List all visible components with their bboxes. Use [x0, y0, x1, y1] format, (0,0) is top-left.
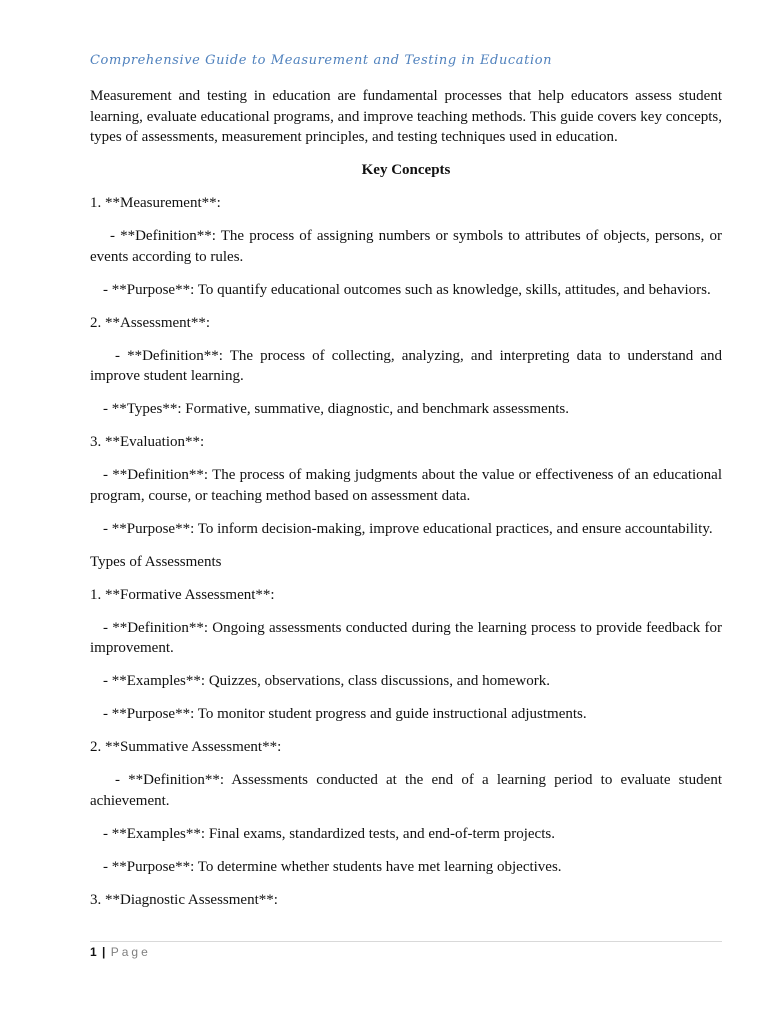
- page-number: 1: [90, 945, 97, 959]
- assessment-definition: - **Definition**: The process of collecting, analyzing, and interpreting data to understand and improve student learning.: [90, 347, 722, 384]
- list-item-formative-assessment: 1. **Formative Assessment**:: [90, 586, 275, 603]
- section-heading-key-concepts: Key Concepts: [361, 162, 451, 178]
- formative-purpose: - **Purpose**: To monitor student progress and guide instructional adjustments.: [103, 706, 587, 722]
- assessment-types: - **Types**: Formative, summative, diagnostic, and benchmark assessments.: [103, 401, 569, 417]
- list-item-evaluation: 3. **Evaluation**:: [90, 434, 205, 450]
- evaluation-definition: - **Definition**: The process of making judgments about the value or effectiveness of an educational program, course, or teaching method based on assessment data.: [90, 467, 722, 504]
- page-label: Page: [110, 945, 151, 959]
- summative-definition: - **Definition**: Assessments conducted at the end of a learning period to evaluate student achievement.: [90, 772, 722, 809]
- intro-paragraph: Measurement and testing in education are fundamental processes that help educators assess student learning, evaluate educational programs, and improve teaching methods. This guide covers key concepts, types of assessments, measurement principles, and testing techniques used in education.: [90, 88, 722, 145]
- page-footer: [90, 941, 722, 960]
- document-title: Comprehensive Guide to Measurement and Testing in Education: [90, 53, 553, 68]
- formative-definition: - **Definition**: Ongoing assessments conducted during the learning process to provide feedback for improvement.: [90, 619, 722, 656]
- summative-examples: - **Examples**: Final exams, standardized tests, and end-of-term projects.: [103, 825, 555, 842]
- list-item-diagnostic-assessment: 3. **Diagnostic Assessment**:: [90, 891, 278, 908]
- formative-examples: - **Examples**: Quizzes, observations, class discussions, and homework.: [103, 673, 551, 689]
- list-item-summative-assessment: 2. **Summative Assessment**:: [90, 739, 282, 755]
- section-heading-types-of-assessments: Types of Assessments: [90, 553, 222, 570]
- measurement-purpose: - **Purpose**: To quantify educational outcomes such as knowledge, skills, attitudes, and behaviors.: [103, 281, 711, 298]
- footer-separator: |: [102, 945, 106, 959]
- measurement-definition: - **Definition**: The process of assigning numbers or symbols to attributes of objects, persons, or events according to rules.: [90, 228, 722, 265]
- list-item-assessment: 2. **Assessment**:: [90, 314, 210, 331]
- evaluation-purpose: - **Purpose**: To inform decision-making, improve educational practices, and ensure accountability.: [103, 520, 713, 537]
- list-item-measurement: 1. **Measurement**:: [90, 195, 221, 211]
- document-page: [90, 52, 722, 923]
- summative-purpose: - **Purpose**: To determine whether students have met learning objectives.: [103, 858, 562, 875]
